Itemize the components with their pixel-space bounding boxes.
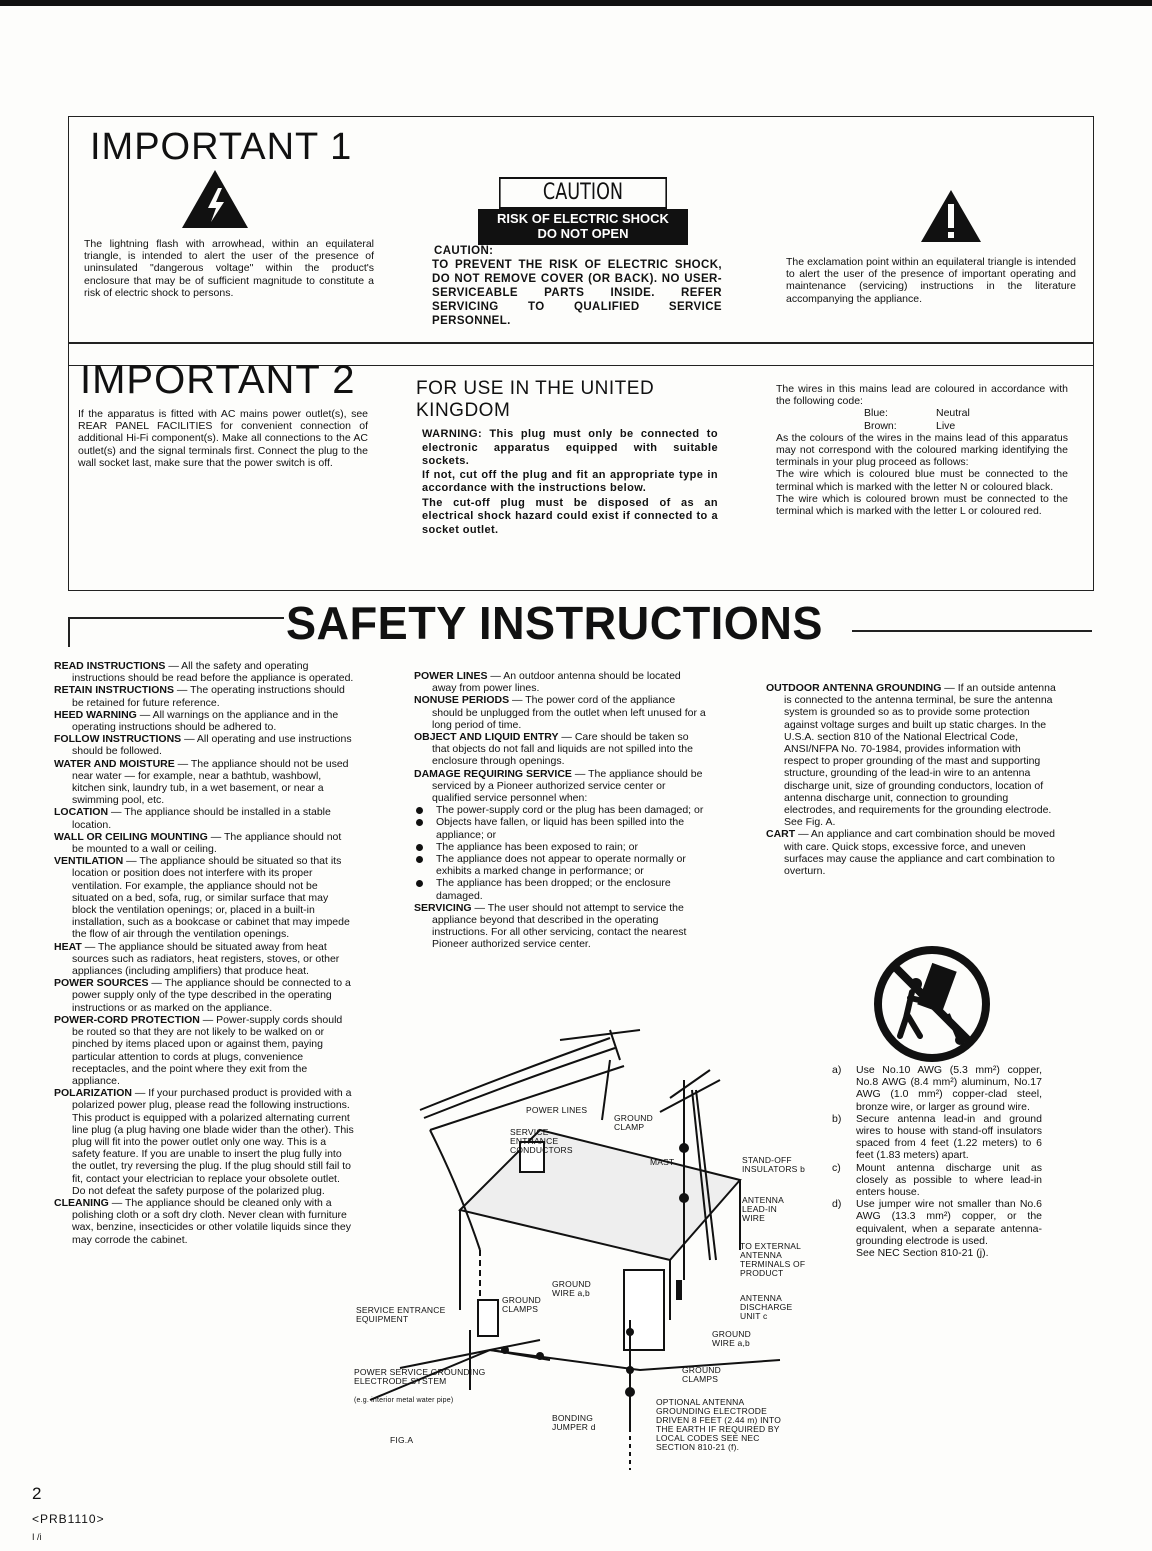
caution-heading: CAUTION: <box>434 245 494 257</box>
safety-col1-item-heading: RETAIN INSTRUCTIONS <box>54 684 174 697</box>
important-2-title: IMPORTANT 2 <box>80 358 356 402</box>
safety-col2-servicing-item-text: — The user should not attempt to service the appliance beyond that described in the operating instructions. For all other servicing, contact the nearest Pioneer authorized service center. <box>432 901 687 951</box>
safety-col1-item <box>54 733 354 757</box>
safety-col2-item-heading: NONUSE PERIODS <box>414 694 510 707</box>
damage-bullet: The appliance has been dropped; or the enclosure damaged. <box>414 877 706 901</box>
grounding-note <box>832 1064 1042 1113</box>
wire-code-section <box>776 383 1068 517</box>
fig-caption: FIG.A <box>390 1435 414 1445</box>
safety-col1-item <box>54 709 354 733</box>
caution-sub-2: DO NOT OPEN <box>537 226 629 241</box>
safety-col1-item-text: — If your purchased product is provided with a polarized power plug, please read the following instructions. This product is equipped with a polarized alternating current line plug (a plug having one blade wider than the other). This plug will fit into the power outlet only one way. This is a safety feature. If you are unable to insert the plug fully into the outlet, try reversing the plug. If the plug should still fail to fit, contact your electrician to replace your obsolete outlet. Do not defeat the safety purpose of the polarized plug. <box>72 1087 354 1197</box>
safety-col2-item-text: — The power cord of the appliance should be unplugged from the outlet when left unused for a long period of time. <box>432 694 706 731</box>
safety-col2-item <box>414 670 706 694</box>
fig-optional-electrode: OPTIONAL ANTENNA GROUNDING ELECTRODE DRIVEN 8 FEET (2.44 m) INTO THE EARTH IF REQUIRED BY LOCAL CODES SEE NEC SECTION 810-21 (f). <box>656 1397 782 1452</box>
safety-column-2 <box>414 670 706 951</box>
caution-black-band <box>478 209 688 245</box>
safety-col1-item-text: — The appliance should be connected to a power supply only of the type described in the operating instructions or as marked on the appliance. <box>72 977 351 1014</box>
uk-warning <box>422 428 718 537</box>
fig-power-service-note: (e.g. interior metal water pipe) <box>354 1397 454 1404</box>
fig-ground-wire: GROUND WIRE a,b <box>552 1279 591 1298</box>
safety-col2-item-heading: OBJECT AND LIQUID ENTRY <box>414 731 559 744</box>
grounding-note-mark: b) <box>832 1112 842 1125</box>
page-number: 2 <box>32 1484 42 1503</box>
wire-brown-row <box>776 420 1068 432</box>
safety-col2-item-text: — An outdoor antenna should be located away from power lines. <box>432 670 681 695</box>
caution-title: CAUTION <box>542 180 624 205</box>
wire-intro: The wires in this mains lead are coloured in accordance with the following code: <box>776 383 1068 408</box>
grounding-note <box>832 1247 1042 1259</box>
important-2-divider <box>68 342 1094 344</box>
safety-col1-item <box>54 660 354 684</box>
damage-bullet: The power-supply cord or the plug has been damaged; or <box>414 804 706 816</box>
safety-col2-servicing-item <box>414 902 706 951</box>
grounding-note-mark: d) <box>832 1198 842 1211</box>
wire-blue-label: Blue: <box>864 407 888 420</box>
safety-col1-item-text: — The appliance should be installed in a stable location. <box>72 806 331 831</box>
fig-ground-clamp: GROUND CLAMP <box>614 1113 653 1132</box>
fig-discharge-unit: ANTENNA DISCHARGE UNIT c <box>740 1293 793 1321</box>
caution-label-box <box>499 177 667 209</box>
safety-col1-item <box>54 941 354 978</box>
cart-tipover-icon <box>872 944 992 1064</box>
safety-col1-item-text: — All the safety and operating instructions should be read before the appliance is operated. <box>72 660 354 685</box>
footer-mark: I /i <box>32 1532 42 1542</box>
damage-bullet: Objects have fallen, or liquid has been spilled into the appliance; or <box>414 816 706 840</box>
safety-col1-item <box>54 1087 354 1197</box>
safety-col1-item-heading: POWER SOURCES <box>54 977 149 990</box>
damage-bullets <box>414 804 706 902</box>
safety-col2-item-heading: POWER LINES <box>414 670 488 682</box>
safety-col2-item <box>414 768 706 805</box>
safety-rule-vertical <box>68 617 70 647</box>
grounding-note <box>832 1198 1042 1247</box>
safety-col1-item-text: — The appliance should be situated away from heat sources such as radiators, heat registers, stoves, or other appliances (including amplifiers) that produce heat. <box>72 940 340 978</box>
safety-col2-item-text: — Care should be taken so that objects do not fall and liquids are not spilled into the enclosure through openings. <box>432 731 693 768</box>
fig-power-lines: POWER LINES <box>526 1105 588 1115</box>
safety-col1-item <box>54 806 354 830</box>
safety-col1-item-text: — The appliance should be cleaned only with a polishing cloth or a soft dry cloth. Never clean with furniture wax, benzine, insecticides or other volatile liquids since they may corrode the cabinet. <box>72 1196 351 1246</box>
fig-ground-wire-2: GROUND WIRE a,b <box>712 1329 751 1348</box>
safety-col3-item-heading: CART <box>766 828 796 841</box>
wire-p3: The wire which is coloured blue must be connected to the terminal which is marked with the letter N or coloured black. <box>776 468 1068 493</box>
grounding-note-mark: a) <box>832 1064 842 1076</box>
safety-col2-item-text: — The appliance should be serviced by a Pioneer authorized service center or qualified service personnel when: <box>432 767 703 805</box>
exclamation-warning-icon <box>919 188 983 244</box>
fig-ground-clamps-2: GROUND CLAMPS <box>682 1365 721 1384</box>
safety-column-3 <box>766 682 1056 877</box>
safety-col1-item-text: — The appliance should be situated so that its location or position does not interfere with its proper ventilation. For example, the appliance should not be situated on a bed, sofa, rug, or similar surface that may block the ventilation openings; or, placed in a built-in installation, such as a bookcase or cabinet that may impede the flow of air through the ventilation openings. <box>72 855 350 941</box>
safety-col1-item-heading: VENTILATION <box>54 855 124 868</box>
damage-bullet: The appliance has been exposed to rain; or <box>414 841 706 853</box>
fig-ground-clamps: GROUND CLAMPS <box>502 1295 541 1314</box>
grounding-note-mark <box>832 1247 856 1259</box>
safety-col2-item-heading: DAMAGE REQUIRING SERVICE <box>414 767 572 780</box>
safety-col1-item <box>54 831 354 855</box>
safety-col1-item-text: — All warnings on the appliance and in the operating instructions should be adhered to. <box>72 708 339 734</box>
safety-col1-item <box>54 855 354 940</box>
grounding-note-text: Mount antenna discharge unit as closely as possible to where lead-in enters house. <box>856 1161 1042 1199</box>
grounding-note-text: Secure antenna lead-in and ground wires to house with stand-off insulators spaced from 4 feet (1.22 meters) to 6 feet (1.83 meters) apart. <box>856 1112 1042 1162</box>
fig-standoff: STAND-OFF INSULATORS b <box>742 1155 806 1174</box>
fig-bonding-jumper: BONDING JUMPER d <box>552 1413 596 1432</box>
uk-warning-p1: WARNING: This plug must only be connected to electronic apparatus equipped with suitable sockets. <box>422 428 718 467</box>
safety-col1-item-heading: POLARIZATION <box>54 1087 132 1100</box>
safety-col1-item-text: — The appliance should not be used near water — for example, near a bathtub, washbowl, kitchen sink, laundry tub, in a wet basement, or near a swimming pool, etc. <box>72 757 349 807</box>
grounding-note <box>832 1162 1042 1199</box>
safety-col1-item-heading: POWER-CORD PROTECTION <box>54 1013 200 1026</box>
top-edge-bar <box>0 0 1152 6</box>
safety-col1-item-text: — All operating and use instructions should be followed. <box>72 733 352 758</box>
important-1-title: IMPORTANT 1 <box>90 126 353 168</box>
safety-col1-item-heading: WALL OR CEILING MOUNTING <box>54 830 208 843</box>
safety-col1-item <box>54 684 354 708</box>
safety-col2-item <box>414 694 706 731</box>
safety-col1-item <box>54 977 354 1014</box>
safety-col1-item-heading: CLEANING <box>54 1196 109 1209</box>
damage-bullet: The appliance does not appear to operate normally or exhibits a marked change in performance; or <box>414 853 706 877</box>
safety-col1-item <box>54 1197 354 1246</box>
safety-rule-right <box>852 630 1092 632</box>
important-2-text: If the apparatus is fitted with AC mains power outlet(s), see REAR PANEL FACILITIES for convenient connection of additional Hi-Fi component(s). Make all connections to the AC outlet(s) and the signal terminals first. Connect the plug to the wall socket last, make sure that the power switch is off. <box>78 408 368 469</box>
grounding-note-text: Use No.10 AWG (5.3 mm²) copper, No.8 AWG (8.4 mm²) aluminum, No.17 AWG (1.0 mm²) copper-clad steel, bronze wire, or larger as ground wire. <box>856 1064 1042 1113</box>
fig-service-entrance: SERVICE ENTRANCE CONDUCTORS <box>510 1127 573 1155</box>
uk-warning-p3: The cut-off plug must be disposed of as an electrical shock hazard could exist if connected to a socket outlet. <box>422 496 718 536</box>
fig-mast: MAST <box>650 1157 675 1167</box>
safety-col1-item-heading: HEAT <box>54 940 82 953</box>
caution-body: TO PREVENT THE RISK OF ELECTRIC SHOCK, DO NOT REMOVE COVER (OR BACK). NO USER-SERVICEABLE PARTS INSIDE. REFER SERVICING TO QUALIFIED SERVICE PERSONNEL. <box>432 259 722 327</box>
wire-p2: As the colours of the wires in the mains lead of this apparatus may not correspond with the coloured marking identifying the terminals in your plug proceed as follows: <box>776 431 1068 469</box>
uk-warning-p2: If not, cut off the plug and fit an appropriate type in accordance with the instructions below. <box>422 468 718 494</box>
wire-blue-row <box>776 407 1068 419</box>
uk-title: FOR USE IN THE UNITED KINGDOM <box>416 378 655 421</box>
safety-col1-item <box>54 758 354 807</box>
safety-col3-item-heading: OUTDOOR ANTENNA GROUNDING <box>766 682 942 694</box>
document-code: <PRB1110> <box>32 1512 105 1526</box>
wire-p4: The wire which is coloured brown must be connected to the terminal which is marked with the letter L or coloured red. <box>776 492 1068 518</box>
safety-col2-servicing-item-heading: SERVICING <box>414 901 472 914</box>
lightning-warning-icon <box>180 168 250 230</box>
grounding-note-text: Use jumper wire not smaller than No.6 AWG (13.3 mm²) copper, or the equivalent, when a separate antenna-grounding electrode is used. <box>856 1198 1042 1247</box>
wire-brown-value: Live <box>936 419 956 432</box>
grounding-note-text: See NEC Section 810-21 (j). <box>856 1247 989 1260</box>
grounding-notes <box>832 1064 1042 1259</box>
safety-col1-item-text: — Power-supply cords should be routed so that they are not likely to be walked on or pinched by items placed upon or against them, paying particular attention to cords at plugs, convenience receptacles, and the point where they exit from the appliance. <box>72 1013 343 1087</box>
safety-col1-item-heading: HEED WARNING <box>54 708 137 721</box>
caution-sub-1: RISK OF ELECTRIC SHOCK <box>497 211 669 226</box>
safety-col1-item-text: — The operating instructions should be retained for future reference. <box>72 684 345 709</box>
safety-col3-item-text: — If an outside antenna is connected to the antenna terminal, be sure the antenna system is grounded so as to provide some protection against voltage surges and built up static charges. In the U.S.A. section 810 of the National Electrical Code, ANSI/NFPA No. 70-1984, provides information with respect to proper grounding of the mast and supporting structure, grounding of the lead-in wire to an antenna discharge unit, size of grounding conductors, location of antenna discharge unit, connection to grounding electrodes, and requirements for the grounding electrode. See Fig. A. <box>784 682 1056 829</box>
safety-col1-item-text: — The appliance should not be mounted to a wall or ceiling. <box>72 830 342 856</box>
safety-col1-item <box>54 1014 354 1087</box>
safety-title: SAFETY INSTRUCTIONS <box>286 597 823 649</box>
exclamation-description: The exclamation point within an equilateral triangle is intended to alert the user of the presence of important operating and maintenance (servicing) instructions in the literature accompanying the appliance. <box>786 256 1076 305</box>
safety-col3-item <box>766 682 1056 828</box>
safety-rule-left <box>68 617 284 619</box>
safety-col1-item-heading: READ INSTRUCTIONS <box>54 660 166 672</box>
fig-service-equipment: SERVICE ENTRANCE EQUIPMENT <box>356 1305 446 1324</box>
fig-to-external: TO EXTERNAL ANTENNA TERMINALS OF PRODUCT <box>740 1241 806 1278</box>
grounding-note <box>832 1113 1042 1162</box>
safety-column-1 <box>54 660 354 1246</box>
wire-brown-label: Brown: <box>864 419 897 432</box>
grounding-note-mark: c) <box>832 1161 841 1174</box>
lightning-description: The lightning flash with arrowhead, within an equilateral triangle, is intended to alert the user of the presence of uninsulated "dangerous voltage" within the product's enclosure that may be of sufficient magnitude to constitute a risk of electric shock to persons. <box>84 238 374 299</box>
fig-antenna-lead: ANTENNA LEAD-IN WIRE <box>742 1195 784 1223</box>
safety-col3-item-text: — An appliance and cart combination should be moved with care. Quick stops, excessive force, and uneven surfaces may cause the appliance and cart combination to overturn. <box>784 828 1055 878</box>
safety-col1-item-heading: WATER AND MOISTURE <box>54 757 175 770</box>
safety-col1-item-heading: FOLLOW INSTRUCTIONS <box>54 733 182 746</box>
safety-col3-item <box>766 828 1056 877</box>
safety-col2-item <box>414 731 706 768</box>
wire-blue-value: Neutral <box>936 407 970 420</box>
fig-power-service: POWER SERVICE GROUNDING ELECTRODE SYSTEM <box>354 1367 486 1386</box>
safety-col1-item-heading: LOCATION <box>54 806 109 819</box>
